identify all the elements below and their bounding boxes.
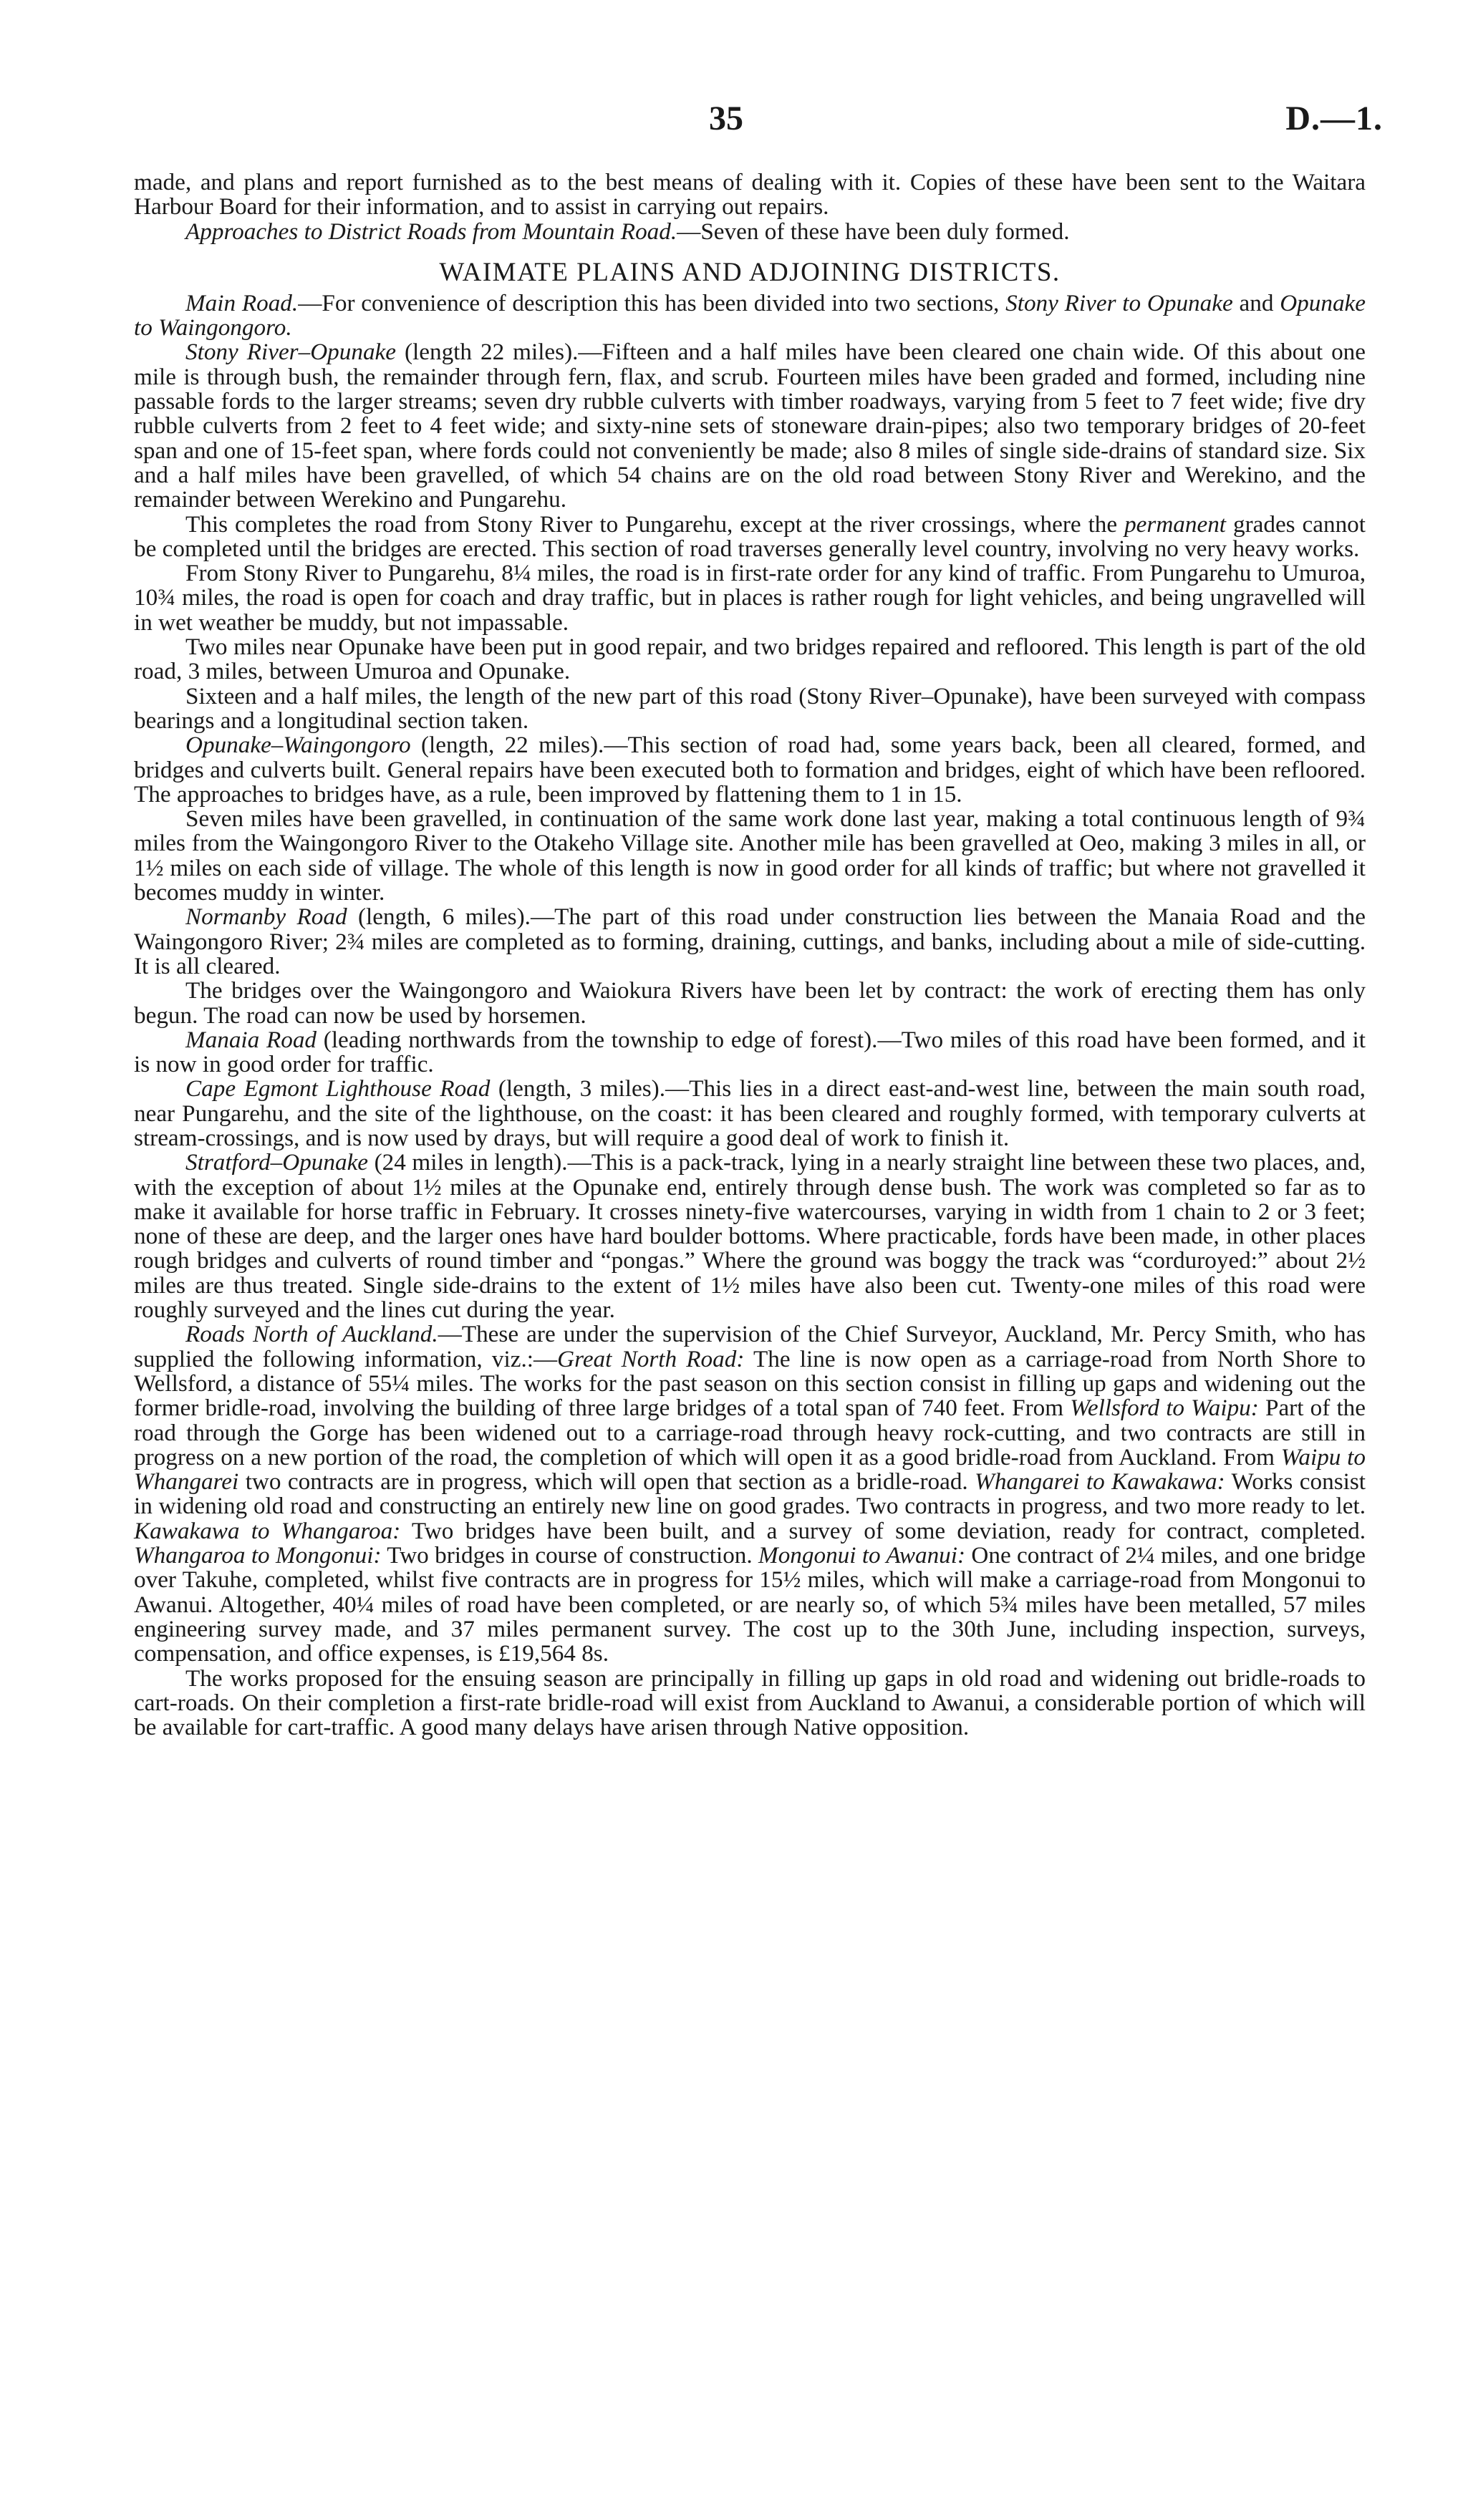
paragraph-title: Approaches to District Roads from Mountain Road. bbox=[185, 218, 677, 245]
page-number: 35 bbox=[709, 100, 743, 137]
paragraph-continuation: made, and plans and report furnished as to the best means of dealing with it. Copies of these have been sent to the Waitara Harbour Board for their information, and to assist in carrying out repairs. bbox=[134, 169, 1366, 220]
paragraph-main-road: Main Road.—For convenience of description this has been divided into two sections, Stony River to Opunake and Opunake to Waingongoro. bbox=[134, 289, 1366, 341]
paragraph-opunake-repairs: Two miles near Opunake have been put in good repair, and two bridges repaired and refloored. This length is part of the old road, 3 miles, between Umuroa and Opunake. bbox=[134, 634, 1366, 685]
paragraph-gravelling: Seven miles have been gravelled, in continuation of the same work done last year, making a total continuous length of 9¾ miles from the Waingongoro River to the Otakeho Village site. Another mile has been gravelled at Oeo, making 3 miles in all, or 1½ miles on each side of village. The whole of this length is now in good order for all kinds of traffic; but where not gravelled it becomes muddy in winter. bbox=[134, 805, 1366, 906]
paragraph-proposed-works: The works proposed for the ensuing season are principally in filling up gaps in old road and widening out bridle-roads to cart-roads. On their completion a first-rate bridle-road will exist from Auckland to Awanui, a considerable portion of which will be available for cart-traffic. A good many delays have arisen through Native opposition. bbox=[134, 1664, 1366, 1741]
paragraph-cape-egmont-road: Cape Egmont Lighthouse Road (length, 3 miles).—This lies in a direct east-and-west line, between the main south road, near Pungarehu, and the site of the lighthouse, on the coast: it has been cleared and roughly formed, with temporary culverts at stream-crossings, and is now used by drays, but will require a good deal of work to finish it. bbox=[134, 1075, 1366, 1151]
paragraph-survey: Sixteen and a half miles, the length of the new part of this road (Stony River–Opunake), have been surveyed with compass bearings and a longitudinal section taken. bbox=[134, 682, 1366, 734]
paragraph-title: Manaia Road bbox=[185, 1026, 317, 1053]
paragraph-title: Main Road. bbox=[185, 289, 299, 316]
document-body bbox=[134, 170, 1366, 1740]
paragraph-title: Roads North of Auckland. bbox=[185, 1321, 438, 1348]
paragraph-manaia-road: Manaia Road (leading northwards from the township to edge of forest).—Two miles of this road have been formed, and it is now in good order for traffic. bbox=[134, 1026, 1366, 1078]
paragraph-bridges: The bridges over the Waingongoro and Waiokura Rivers have been let by contract: the work of erecting them has only begun. The road can now be used by horsemen. bbox=[134, 977, 1366, 1029]
paragraph-approaches: Approaches to District Roads from Mountain Road.—Seven of these have been duly formed. bbox=[185, 218, 1070, 245]
section-heading: WAIMATE PLAINS AND ADJOINING DISTRICTS. bbox=[439, 257, 1061, 287]
paragraph-title: Stony River–Opunake bbox=[185, 339, 396, 366]
paragraph-roads-north-auckland: Roads North of Auckland.—These are under the supervision of the Chief Surveyor, Auckland, Mr. Percy Smith, who has supplied the following information, viz.:—Great North Road: The line is now open as a carriage-road from North Shore to Wellsford, a distance of 55¼ miles. The works for the past season on this section consist in filling up gaps and widening out the former bridle-road, involving the building of three large bridges of a total span of 740 feet. From Wellsford to Waipu: Part of the road through the Gorge has been widened out to a carriage-road through heavy rock-cutting, and two contracts are still in progress on a new portion of the road, the completion of which will open it as a good bridle-road from Auckland. From Waipu to Whangarei two contracts are in progress, which will open that section as a bridle-road. Whangarei to Kawakawa: Works consist in widening old road and constructing an entirely new line on good grades. Two contracts in progress, and two more ready to let. Kawakawa to Whangaroa: Two bridges have been built, and a survey of some deviation, ready for contract, completed. Whangaroa to Mongonui: Two bridges in course of construction. Mongonui to Awanui: One contract of 2¼ miles, and one bridge over Takuhe, completed, whilst five contracts are in progress for 15½ miles, which will make a carriage-road from Mongonui to Awanui. Altogether, 40¼ miles of road have been completed, or are nearly so, of which 5¾ miles have been metalled, 57 miles engineering survey made, and 37 miles permanent survey. The cost up to the 30th June, including inspection, surveys, compensation, and office expenses, is £19,564 8s. bbox=[134, 1321, 1366, 1667]
paragraph-title: Normanby Road bbox=[185, 903, 347, 931]
paragraph-title: Cape Egmont Lighthouse Road bbox=[185, 1075, 491, 1102]
page-header bbox=[0, 99, 1463, 149]
paragraph-stony-river-opunake: Stony River–Opunake (length 22 miles).—Fifteen and a half miles have been cleared one chain wide. Of this about one mile is through bush, the remainder through fern, flax, and scrub. Fourteen miles have been graded and formed, including nine passable fords to the larger streams; seven dry rubble culverts with timber roadways, varying from 5 feet to 7 feet wide; five dry rubble culverts from 2 feet to 4 feet wide; and sixty-nine sets of stoneware drain-pipes; also two temporary bridges of 20-feet span and one of 15-feet span, where fords could not conveniently be made; also 8 miles of single side-drains of standard size. Six and a half miles have been gravelled, of which 54 chains are on the old road between Stony River and Werekino, and the remainder between Werekino and Pungarehu. bbox=[134, 339, 1366, 513]
paragraph-stratford-opunake: Stratford–Opunake (24 miles in length).—This is a pack-track, lying in a nearly straight line between these two places, and, with the exception of about 1½ miles at the Opunake end, entirely through dense bush. The work was completed so far as to make it available for horse traffic in February. It crosses ninety-five watercourses, varying in width from 1 chain to 2 or 3 feet; none of these are deep, and the larger ones have hard boulder bottoms. Where practicable, fords have been made, in other places rough bridges and culverts of round timber and “pongas.” Where the ground was boggy the track was “corduroyed:” about 2½ miles are thus treated. Single side-drains to the extent of 1½ miles have also been cut. Twenty-one miles of this road were roughly surveyed and the lines cut during the year. bbox=[134, 1149, 1366, 1324]
document-reference: D.—1. bbox=[1285, 100, 1383, 137]
paragraph-normanby-road: Normanby Road (length, 6 miles).—The part of this road under construction lies between the Manaia Road and the Waingongoro River; 2¾ miles are completed as to forming, draining, cuttings, and banks, including about a mile of side-cutting. It is all cleared. bbox=[134, 903, 1366, 979]
paragraph-traffic-condition: From Stony River to Pungarehu, 8¼ miles, the road is in first-rate order for any kind of traffic. From Pungarehu to Umuroa, 10¾ miles, the road is open for coach and dray traffic, but in places is rather rough for light vehicles, and being ungravelled will in wet weather be muddy, but not impassable. bbox=[134, 560, 1366, 636]
paragraph-title: Stratford–Opunake bbox=[185, 1149, 369, 1176]
paragraph-road-completion: This completes the road from Stony River to Pungarehu, except at the river crossings, where the permanent grades cannot be completed until the bridges are erected. This section of road traverses generally level country, involving no very heavy works. bbox=[134, 510, 1366, 562]
paragraph-title: Opunake–Waingongoro bbox=[185, 732, 411, 759]
paragraph-opunake-waingongoro: Opunake–Waingongoro (length, 22 miles).—This section of road had, some years back, been all cleared, formed, and bridges and culverts built. General repairs have been executed both to formation and bridges, eight of which have been refloored. The approaches to bridges have, as a rule, been improved by flattening them to 1 in 15. bbox=[134, 732, 1366, 808]
